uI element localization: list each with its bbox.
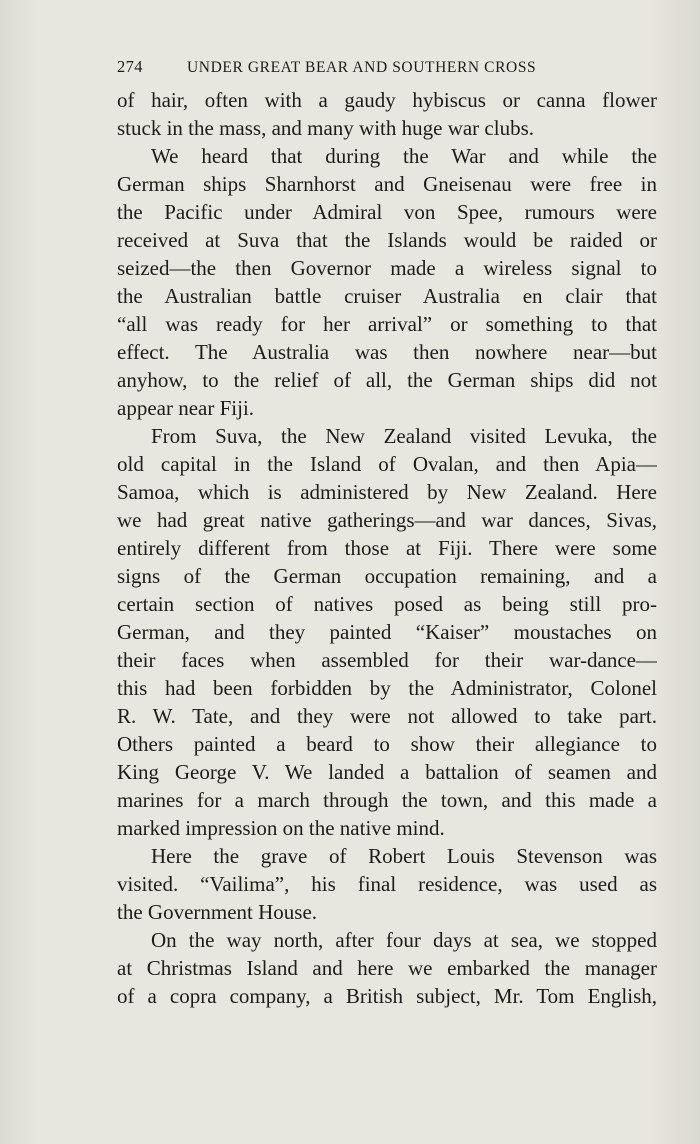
- text-line: the Australian battle cruiser Australia en clair that: [117, 284, 657, 308]
- text-line: certain section of natives posed as being still pro-: [117, 592, 657, 616]
- running-head: [117, 52, 657, 82]
- text-line: stuck in the mass, and many with huge war clubs.: [117, 116, 535, 140]
- text-line: at Christmas Island and here we embarked the manager: [117, 956, 657, 980]
- page-number: 274: [117, 57, 143, 76]
- paragraph-start-line: Here the grave of Robert Louis Stevenson was: [151, 844, 657, 868]
- paragraph-start-line: We heard that during the War and while the: [151, 144, 657, 168]
- body-text: [117, 86, 657, 1010]
- book-page: [117, 52, 657, 1010]
- paragraph-start-line: On the way north, after four days at sea, we stopped: [151, 928, 657, 952]
- text-line: their faces when assembled for their war-dance—: [117, 648, 657, 672]
- text-line: marines for a march through the town, and this made a: [117, 788, 657, 812]
- text-line: German, and they painted “Kaiser” moustaches on: [117, 620, 657, 644]
- text-line: German ships Sharnhorst and Gneisenau were free in: [117, 172, 657, 196]
- text-line: of hair, often with a gaudy hybiscus or canna flower: [117, 88, 657, 112]
- running-title: UNDER GREAT BEAR AND SOUTHERN CROSS: [187, 59, 537, 76]
- text-line: Samoa, which is administered by New Zealand. Here: [117, 480, 657, 504]
- text-line: we had great native gatherings—and war dances, Sivas,: [117, 508, 657, 532]
- text-line: entirely different from those at Fiji. There were some: [117, 536, 657, 560]
- text-line: effect. The Australia was then nowhere near—but: [117, 340, 657, 364]
- text-line: of a copra company, a British subject, Mr. Tom English,: [117, 984, 657, 1008]
- text-line: this had been forbidden by the Administrator, Colonel: [117, 676, 657, 700]
- text-line: R. W. Tate, and they were not allowed to take part.: [117, 704, 657, 728]
- text-line: Others painted a beard to show their allegiance to: [117, 732, 657, 756]
- text-line: signs of the German occupation remaining, and a: [117, 564, 657, 588]
- text-line: seized—the then Governor made a wireless signal to: [117, 256, 657, 280]
- text-line: received at Suva that the Islands would be raided or: [117, 228, 657, 252]
- text-line: King George V. We landed a battalion of seamen and: [117, 760, 657, 784]
- text-line: marked impression on the native mind.: [117, 816, 445, 840]
- text-line: old capital in the Island of Ovalan, and then Apia—: [117, 452, 657, 476]
- text-line: the Pacific under Admiral von Spee, rumours were: [117, 200, 657, 224]
- text-line: appear near Fiji.: [117, 396, 255, 420]
- text-line: visited. “Vailima”, his final residence, was used as: [117, 872, 657, 896]
- text-line: the Government House.: [117, 900, 318, 924]
- paragraph-start-line: From Suva, the New Zealand visited Levuka, the: [151, 424, 657, 448]
- text-line: anyhow, to the relief of all, the German ships did not: [117, 368, 657, 392]
- text-line: “all was ready for her arrival” or something to that: [117, 312, 657, 336]
